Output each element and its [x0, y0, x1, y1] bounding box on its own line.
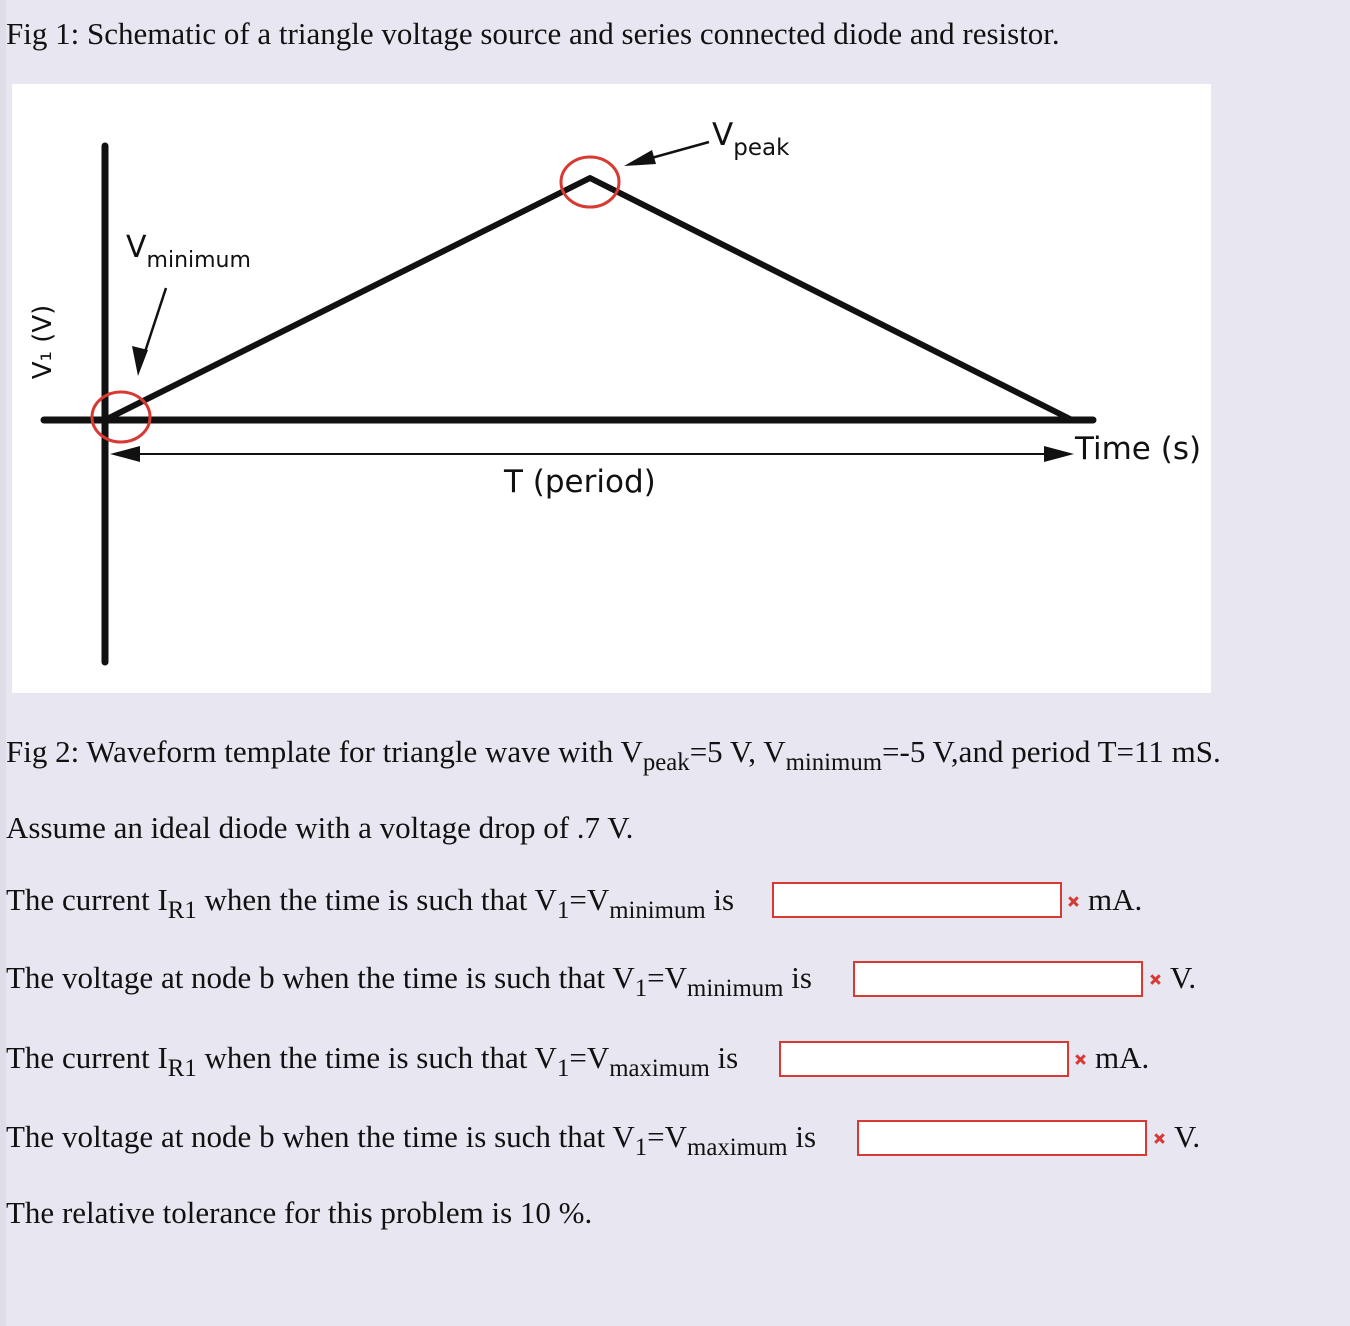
unit-label-1: mA.	[1088, 882, 1143, 917]
x-axis-label: Time (s)	[1075, 431, 1202, 467]
unit-label-3: mA.	[1095, 1040, 1150, 1075]
answer-input-2[interactable]	[853, 961, 1143, 997]
x-mark-icon	[1072, 1051, 1089, 1068]
vpeak-arrow-head	[624, 150, 656, 166]
question-3-text: The current $I_{R1}$ when the time is such that $V_1=V_{maximum}$ is	[6, 1040, 739, 1082]
x-mark-icon	[1147, 971, 1164, 988]
vminimum-label: $V_{minimum}$	[126, 230, 251, 273]
period-arrow-right-head	[1044, 446, 1074, 462]
x-mark-icon	[1151, 1130, 1168, 1147]
unit-label-4: V.	[1174, 1119, 1201, 1154]
waveform-figure	[12, 84, 1211, 693]
question-1-text: The current $I_{R1}$ when the time is such that $V_1=V_{minimum}$ is	[6, 882, 735, 924]
period-arrow-left-head	[110, 446, 140, 462]
answer-input-4[interactable]	[857, 1120, 1147, 1156]
tolerance-text: The relative tolerance for this problem is 10 %.	[6, 1195, 593, 1230]
question-2-text: The voltage at node b when the time is such that $V_1=V_{minimum}$ is	[6, 960, 812, 1002]
answer-input-1[interactable]	[772, 882, 1062, 918]
vpeak-circle-marker	[561, 157, 619, 207]
x-mark-icon	[1065, 893, 1082, 910]
fig1-caption: Fig 1: Schematic of a triangle voltage source and series connected diode and resistor.	[6, 16, 1060, 51]
vpeak-label: $V_{peak}$	[712, 117, 790, 161]
answer-input-3[interactable]	[779, 1041, 1069, 1077]
vminimum-arrow-head	[132, 346, 148, 376]
period-label: T (period)	[504, 464, 656, 500]
y-axis-label: V₁ (V)	[28, 304, 58, 380]
unit-label-2: V.	[1170, 960, 1197, 995]
triangle-waveform	[105, 178, 1072, 420]
fig2-caption: Fig 2: Waveform template for triangle wave with $V_{peak}=5$ V, $V_{minimum}=-5$ V,and period T=11 mS.	[6, 734, 1221, 776]
assumption-text: Assume an ideal diode with a voltage drop of .7 V.	[6, 810, 634, 845]
waveform-diagram	[12, 84, 1211, 693]
question-4-text: The voltage at node b when the time is such that $V_1=V_{maximum}$ is	[6, 1119, 817, 1161]
